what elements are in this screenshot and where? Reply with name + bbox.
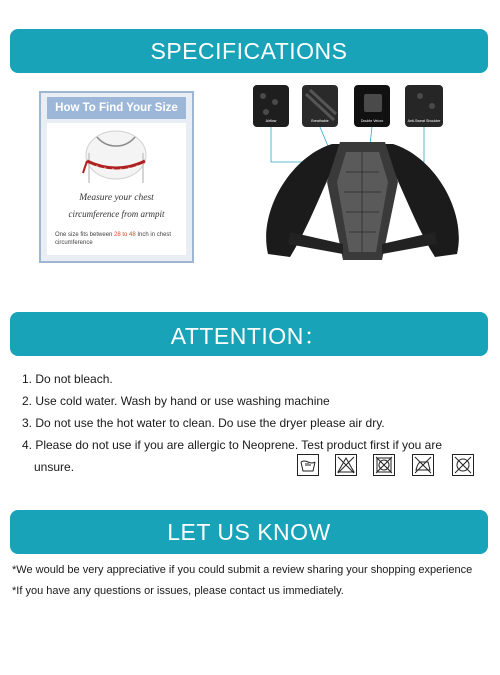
contact-note: *If you have any questions or issues, please contact us immediately. — [12, 585, 344, 597]
instruction-item: 4. Please do not use if you are allergic to Neoprene. Test product first if you are — [22, 438, 443, 452]
size-guide-card — [39, 91, 194, 263]
no-bleach-icon — [335, 454, 357, 476]
hand-wash-icon — [297, 454, 319, 476]
chest-measure-illustration — [47, 123, 186, 193]
review-note: *We would be very appreciative if you could submit a review sharing your shopping experience — [12, 564, 473, 576]
specifications-title: SPECIFICATIONS — [150, 37, 348, 64]
instruction-item: 1. Do not bleach. — [22, 372, 113, 386]
size-guide-heading: How To Find Your Size — [47, 97, 186, 119]
label-breathable: Breathable — [311, 119, 329, 123]
attention-title: ATTENTION： — [170, 322, 328, 349]
no-iron-icon — [412, 454, 434, 476]
size-guide-line1: Measure your chest — [79, 193, 154, 203]
fit-range: 28 to 48 — [114, 232, 136, 238]
specifications-banner — [10, 29, 488, 73]
instruction-item: 2. Use cold water. Wash by hand or use washing machine — [22, 394, 330, 408]
let-us-know-title: LET US KNOW — [167, 518, 331, 545]
size-guide-line2: circumference from armpit — [68, 209, 165, 219]
size-guide-inner — [47, 123, 186, 255]
instruction-item: 3. Do not use the hot water to clean. Do use the dryer please air dry. — [22, 416, 385, 430]
label-shoulder: Anti-Sweat Shoulder — [407, 119, 441, 123]
no-tumble-dry-icon — [373, 454, 395, 476]
label-airflow: Airflow — [265, 119, 277, 123]
no-dry-clean-icon — [452, 454, 474, 476]
posture-corrector-image — [250, 82, 475, 267]
instruction-item-continuation: unsure. — [34, 460, 75, 474]
size-guide-fit-text: One size fits between 28 to 48 Inch in chest circumference — [55, 232, 172, 246]
label-velcro: Double Velcro — [360, 119, 384, 123]
contact-notes — [12, 564, 482, 606]
let-us-know-banner — [10, 510, 488, 554]
attention-banner — [10, 312, 488, 356]
